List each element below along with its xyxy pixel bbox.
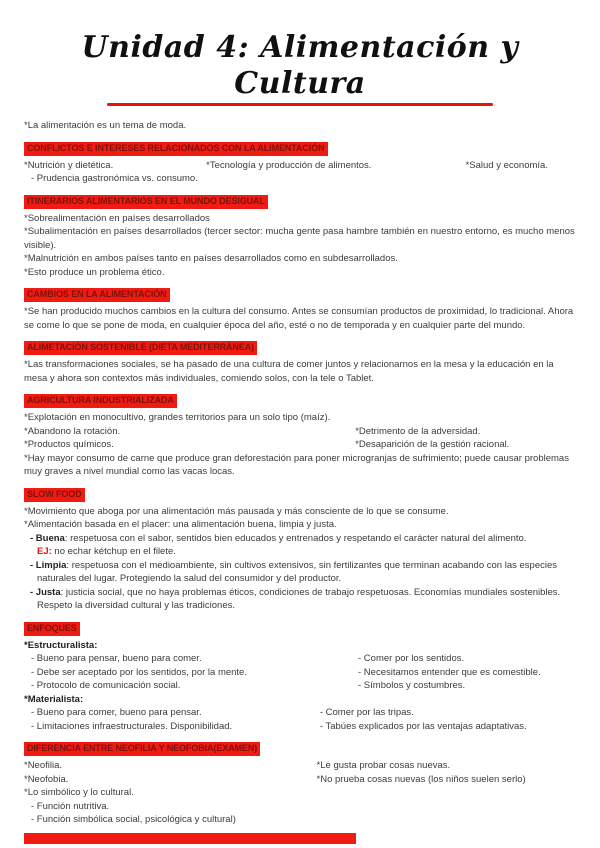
sub-bullet-line — [24, 559, 576, 586]
section-header: DIFERENCIA ENTRE NEOFILIA Y NEOFOBIA(EXAMEN) — [24, 742, 260, 756]
bullet-line: *Esto produce un problema ético. — [24, 266, 165, 278]
bullet-line: *Malnutrición en ambos países tanto en países desarrollados como en subdesarrollados. — [24, 253, 398, 264]
paragraph: *Las transformaciones sociales, se ha pasado de una cultura de comer juntos y relacionarnos en la mesa y la educación en la mesa y ahora son contextos más individuales, comiendo solos, con la tele o Tablet. — [24, 359, 554, 384]
section-header: AGRICULTURA INDUSTRIALIZADA — [24, 394, 177, 408]
bullet-row — [24, 159, 576, 173]
sub-bullet-line — [24, 586, 576, 613]
section-header: ITINERARIOS ALIMENTARIOS EN EL MUNDO DESIGUAL — [24, 195, 268, 209]
term-text: : respetuosa con el sabor, sentidos bien educados y entrenados y respetando el carácter natural del alimento. — [64, 532, 527, 544]
bullet-row — [24, 720, 576, 734]
sub-bullet-line: - Comer por las tripas. — [319, 707, 414, 718]
sub-bullet-line — [24, 532, 576, 546]
term-label: - Buena — [30, 532, 65, 544]
bullet-line: *Tecnología y producción de alimentos. — [206, 159, 372, 171]
paragraph: *Hay mayor consumo de carne que produce gran deforestación para poner microgranjas de sufrimiento; puede causar problemas muy graves a nivel mundial como las vacas locas. — [24, 452, 569, 477]
partial-section-header-bar — [24, 833, 356, 844]
bullet-line: *Salud y economía. — [465, 159, 548, 171]
section-slow-food — [24, 488, 576, 613]
term-label: - Limpia — [30, 559, 67, 571]
sub-bullet-line: - Bueno para comer, bueno para pensar. — [31, 707, 202, 718]
sub-bullet-line: - Bueno para pensar, bueno para comer. — [31, 653, 202, 664]
section-cambios — [24, 288, 576, 332]
bullet-line: *Le gusta probar cosas nuevas. — [316, 760, 451, 771]
section-header: SLOW FOOD — [24, 488, 85, 502]
section-header: CONFLICTOS E INTERESES RELACIONADOS CON LA ALIMENTACIÓN — [24, 142, 328, 156]
group-label: *Materialista: — [24, 693, 84, 705]
title-underline — [107, 103, 493, 106]
example-line — [24, 545, 576, 559]
bullet-line: *Alimentación basada en el placer: una alimentación buena, limpia y justa. — [24, 519, 337, 530]
section-itinerarios — [24, 195, 576, 280]
sub-bullet-line: - Necesitamos entender que es comestible. — [358, 666, 541, 678]
intro-line: *La alimentación es un tema de moda. — [24, 120, 187, 131]
section-header: ALIMETACIÓN SOSTENIBLE (DIETA MEDITERRÁNEA) — [24, 341, 257, 355]
bullet-row — [24, 759, 576, 773]
section-agricultura — [24, 394, 576, 479]
example-text: no echar kétchup en el filete. — [51, 546, 176, 557]
bullet-line: *Detrimento de la adversidad. — [355, 425, 481, 437]
section-alimentacion-sostenible — [24, 341, 576, 385]
bullet-line: *Explotación en monocultivo, grandes territorios para un solo tipo (maíz). — [24, 412, 331, 423]
bullet-line: *Subalimentación en países desarrollados (tercer sector: mucha gente pasa hambre también en nuestro entorno, es mucho menos visible). — [24, 226, 575, 251]
bullet-line: *Sobrealimentación en países desarrollados — [24, 212, 210, 224]
bullet-row — [24, 706, 576, 720]
sub-bullet-line: - Protocolo de comunicación social. — [31, 680, 181, 691]
section-header: CAMBIOS EN LA ALIMENTACIÓN — [24, 288, 170, 302]
term-text: : respetuosa con el medioambiente, sin cultivos extensivos, sin fertilizantes que terminan acabando con las especies naturales del lugar. Protegiendo la salud del consumidor y del productor. — [37, 559, 557, 584]
term-text: : justicia social, que no haya problemas éticos, condiciones de trabajo respetuosas. Economías mundiales sostenibles. Respeto la diversidad cultural y las tradiciones. — [37, 586, 561, 611]
bullet-row — [24, 773, 576, 787]
page-title: Unidad 4: Alimentación y Cultura — [81, 30, 519, 101]
sub-bullet-line: - Función simbólica social, psicológica y cultural) — [31, 814, 236, 825]
sub-bullet-line: - Comer por los sentidos. — [358, 653, 465, 664]
sub-bullet-line: - Debe ser aceptado por los sentidos, por la mente. — [31, 666, 247, 678]
bullet-line: *Lo simbólico y lo cultural. — [24, 787, 134, 798]
example-label: EJ: — [37, 546, 52, 557]
section-conflictos — [24, 142, 576, 186]
paragraph: *Se han producido muchos cambios en la cultura del consumo. Antes se consumían productos de proximidad, lo tradicional. Ahora se come lo que se pone de moda, en cualquier época del año, esté o no de temporada y en cualquier parte del mundo. — [24, 306, 574, 331]
bullet-line: *Neofilia. — [24, 760, 63, 771]
bullet-line: *Movimiento que aboga por una alimentación más pausada y más consciente de lo que se consume. — [24, 505, 449, 517]
bullet-row — [24, 438, 576, 452]
bullet-row — [24, 425, 576, 439]
section-enfoques — [24, 622, 576, 734]
sub-bullet-line: - Prudencia gastronómica vs. consumo. — [31, 173, 198, 184]
section-neofilia-neofobia — [24, 742, 576, 827]
bullet-line: *Desaparición de la gestión racional. — [355, 439, 510, 450]
section-header: ENFOQUES — [24, 622, 80, 636]
term-label: - Justa — [30, 586, 61, 598]
sub-bullet-line: - Símbolos y costumbres. — [358, 680, 466, 691]
bullet-line: *Productos químicos. — [24, 439, 114, 450]
group-label: *Estructuralista: — [24, 639, 98, 651]
bullet-row — [24, 666, 576, 680]
bullet-line: *Abandono la rotación. — [24, 425, 121, 437]
sub-bullet-line: - Función nutritiva. — [31, 800, 110, 812]
bullet-line: *No prueba cosas nuevas (los niños suelen serlo) — [316, 773, 526, 785]
sub-bullet-line: - Limitaciones infraestructurales. Disponibilidad. — [31, 720, 233, 732]
sub-bullet-line: - Tabúes explicados por las ventajas adaptativas. — [319, 720, 527, 732]
bullet-row — [24, 652, 576, 666]
bullet-line: *Nutrición y dietética. — [24, 159, 114, 171]
bullet-line: *Neofobia. — [24, 773, 69, 785]
bullet-row — [24, 679, 576, 693]
